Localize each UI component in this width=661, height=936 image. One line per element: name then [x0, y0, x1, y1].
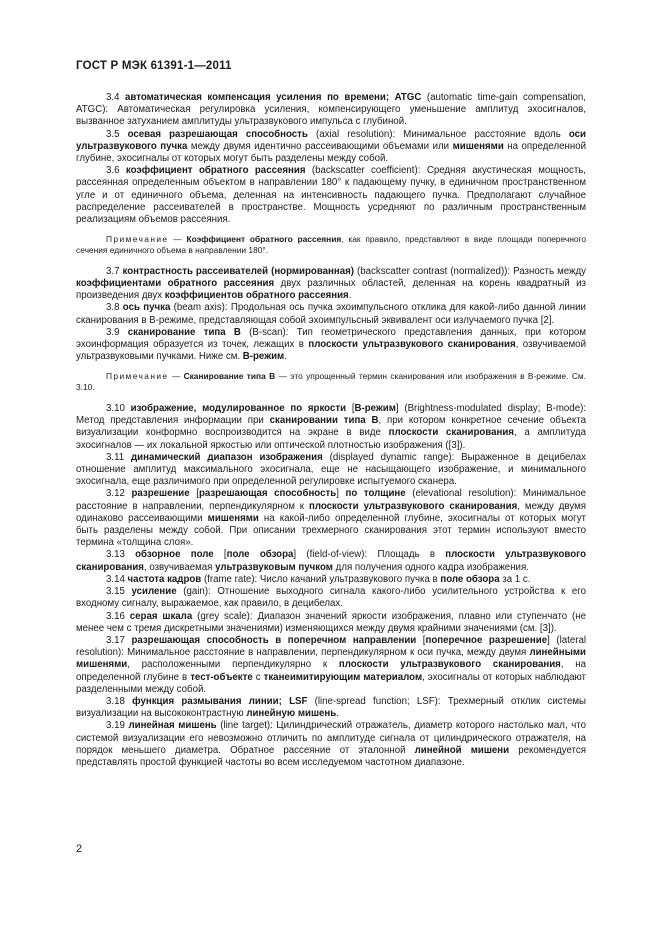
note-paragraph: [76, 234, 586, 256]
definition-paragraph: 3.7 контрастность рассеивателей (нормированная) (backscatter contrast (normalized)): Разность между коэффициентами обратного рассеяния двух различных областей, деленная на корень квадратный из произведения двух коэффициентов обратного рассеяния.: [76, 265, 587, 302]
page-number: 2: [76, 843, 83, 855]
definition-paragraph: 3.9 сканирование типа В (B-scan): Тип геометрического представления данных, при котором эхоинформация образуется из точек, лежащих в плоскости ультразвукового сканирования, озвучиваемой ультразвуковыми пучками. Ниже см. В-режим.: [76, 326, 586, 363]
definition-paragraph: 3.10 изображение, модулированное по яркости [В-режим] (Brightness-modulated display; B-mode): Метод представления информации при сканировании типа В, при котором конкретное сечение объекта визуализации конформно воспроизводится на экране в виде плоскости сканирования, а амплитуда эхосигналов — их локальной яркостью или оптической плотностью изображения ([3]).: [76, 403, 587, 451]
definition-paragraph: 3.4 автоматическая компенсация усиления по времени; ATGC (automatic time-gain compensation, ATGC): Автоматическая регулировка усиления, компенсирующего уменьшение амплитуд эхосигналов, вызванное затуханием амплитуды ультразвукового импульса с глубиной.: [76, 92, 586, 128]
definition-paragraph: 3.13 обзорное поле [поле обзора] (field-of-view): Площадь в плоскости ультразвукового сканирования, озвучиваемая ультразвуковым пучком для получения одного кадра изображения.: [76, 549, 587, 573]
definition-paragraph: 3.12 разрешение [разрешающая способность] по толщине (elevational resolution): Минимальное расстояние в направлении, перпендикулярном к плоскости ультразвукового сканирования, между двумя одинаково рассеивающими мишенями на какой-либо определенной глубине, эхосигналы от которых могут быть разделены между собой. При описании трехмерного сканирования этот термин используют вместо термина «толщина слоя».: [76, 488, 586, 549]
definition-paragraph: 3.8 ось пучка (beam axis): Продольная ось пучка эхоимпульсного отклика для какой-либо данной линии сканирования в В-режиме, представляющая собой эхоимпульсный эквивалент оси излучаемого пучка [2].: [76, 302, 586, 326]
definition-paragraph: 3.17 разрешающая способность в поперечном направлении [поперечное разрешение] (lateral resolution): Минимальное расстояние в направлении, перпендикулярном к оси пучка, между двумя линейными мишенями, расположенными перпендикулярно к плоскости ультразвукового сканирования, на определенной глубине в тест-объекте с тканеимитирующим материалом, эхосигналы от которых наблюдают разделенными между собой.: [76, 634, 586, 695]
definition-paragraph: 3.6 коэффициент обратного рассеяния (backscatter coefficient): Средняя акустическая мощность, рассеянная определенным объектом в направлении 180° к падающему пучку, в единичном пространственном угле и от единичного объема, деленная на интенсивность падающего пучка. Предполагают случайное распределение рассеивателей в пространстве. Мощность усредняют по различным пространственным реализациям объемов рассеяния.: [76, 165, 586, 226]
definition-paragraph: 3.15 усиление (gain): Отношение выходного сигнала какого-либо усилительного устройства к его входному сигналу, выражаемое, как правило, в децибелах.: [76, 586, 587, 610]
note-text: — Сканирование типа В — это упрощенный термин сканирования или изображения в В-режиме. См. 3.10.: [76, 371, 587, 393]
note-text: — Коэффициент обратного рассеяния, как правило, представляют в виде площади поперечного сечения единичного объема в направлении 180°.: [76, 234, 587, 256]
note-paragraph: [76, 371, 586, 393]
definition-paragraph: 3.16 серая шкала (grey scale): Диапазон значений яркости изображения, плавно или ступенчато (не менее чем с тремя дискретными значениями) изменяющихся между двумя крайними значениями (см. [3]).: [76, 610, 587, 634]
definition-paragraph: 3.11 динамический диапазон изображения (displayed dynamic range): Выраженное в децибелах отношение амплитуд максимального эхосигнала, еще не насыщающего изображение, и минимального эхосигнала, еще различимого при определенной регулировке испытуемого сканера.: [76, 451, 587, 488]
note-label: Примечание: [106, 234, 169, 245]
definition-paragraph: 3.5 осевая разрешающая способность (axial resolution): Минимальное расстояние вдоль оси ультразвукового пучка между двумя идентично рассеивающими объемами или мишенями на определенной глубине, эхосигналы от которых могут быть разделены между собой.: [76, 128, 586, 165]
document-header: ГОСТ Р МЭК 61391-1—2011: [76, 60, 232, 72]
definition-paragraph: 3.14 частота кадров (frame rate): Число качаний ультразвукового пучка в поле обзора за 1 с.: [106, 573, 531, 585]
document-body: [76, 92, 586, 769]
note-label: Примечание: [106, 371, 169, 382]
definition-paragraph: 3.19 линейная мишень (line target): Цилиндрический отражатель, диаметр которого настолько мал, что системой визуализации его невозможно отличить по амплитуде сигнала от цилиндрического отражателя, на порядок меньшего диаметра. Обратное рассеяние от эталонной линейной мишени рекомендуется представлять простой функцией частоты во всем исследуемом частотном диапазоне.: [76, 720, 586, 768]
definition-paragraph: 3.18 функция размывания линии; LSF (line-spread function; LSF): Трехмерный отклик системы визуализации на высококонтрастную линейную мишень.: [76, 695, 586, 720]
